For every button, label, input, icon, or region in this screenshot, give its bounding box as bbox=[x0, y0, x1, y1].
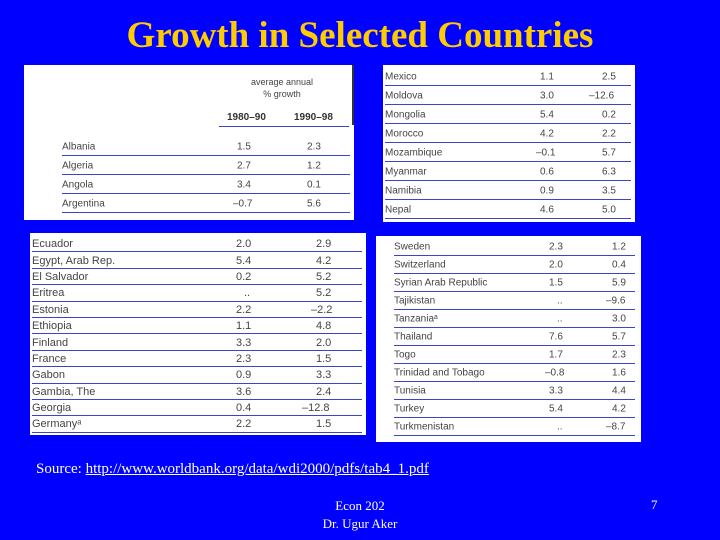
table-row bbox=[385, 67, 631, 86]
country-name: Moldova bbox=[385, 90, 423, 101]
table-row bbox=[32, 400, 362, 416]
header-col1: 1980–90 bbox=[227, 112, 266, 123]
header-line2: % growth bbox=[263, 89, 301, 99]
value-1980-90: .. bbox=[557, 295, 563, 307]
value-1980-90: 2.2 bbox=[236, 303, 252, 316]
value-1980-90: 1.1 bbox=[540, 71, 554, 82]
country-name: Eritrea bbox=[32, 287, 65, 300]
table-row bbox=[32, 236, 362, 252]
value-1990-98: –8.7 bbox=[606, 421, 626, 433]
value-1980-90: 2.0 bbox=[549, 259, 563, 271]
source-citation bbox=[36, 461, 429, 478]
table-row bbox=[62, 194, 350, 213]
value-1980-90: 0.6 bbox=[540, 166, 554, 177]
country-name: Albania bbox=[62, 141, 96, 152]
value-1980-90: .. bbox=[244, 287, 251, 300]
country-name: Switzerland bbox=[394, 259, 446, 271]
value-1990-98: 2.5 bbox=[602, 71, 616, 82]
country-name: Finland bbox=[32, 336, 69, 349]
value-1980-90: 0.9 bbox=[236, 369, 252, 382]
value-1990-98: 5.0 bbox=[602, 204, 616, 215]
table-row bbox=[385, 86, 631, 105]
table-row bbox=[62, 137, 350, 156]
slide-title: Growth in Selected Countries bbox=[126, 15, 594, 56]
country-name: Nepal bbox=[385, 204, 412, 215]
country-name: Turkey bbox=[394, 403, 425, 415]
value-1980-90: –0.7 bbox=[233, 198, 253, 209]
table-row bbox=[32, 367, 362, 383]
table-row bbox=[32, 351, 362, 367]
table-row bbox=[394, 256, 635, 274]
country-name: Angola bbox=[62, 179, 94, 190]
value-1980-90: –0.1 bbox=[536, 147, 556, 158]
country-name: Egypt, Arab Rep. bbox=[32, 254, 116, 267]
table-row bbox=[62, 156, 350, 175]
country-name: Algeria bbox=[62, 160, 94, 171]
country-name: Mongolia bbox=[385, 109, 426, 120]
country-name: Myanmar bbox=[385, 166, 427, 177]
table-row bbox=[385, 200, 631, 219]
value-1980-90: 1.7 bbox=[549, 349, 563, 361]
table-row bbox=[385, 124, 631, 143]
value-1990-98: 4.2 bbox=[612, 403, 626, 415]
header-underline bbox=[219, 126, 349, 127]
table-row bbox=[394, 346, 635, 364]
value-1980-90: 5.4 bbox=[549, 403, 563, 415]
value-1980-90: 0.2 bbox=[236, 270, 252, 283]
table-row bbox=[394, 292, 635, 310]
value-1990-98: 2.0 bbox=[316, 336, 332, 349]
value-1990-98: 4.2 bbox=[316, 254, 332, 267]
value-1990-98: –9.6 bbox=[606, 295, 626, 307]
footer-instructor: Dr. Ugur Aker bbox=[322, 516, 398, 531]
value-1990-98: 1.5 bbox=[316, 352, 332, 365]
table-row bbox=[394, 328, 635, 346]
table-row bbox=[32, 318, 362, 334]
value-1990-98: 4.8 bbox=[316, 320, 332, 333]
table-row bbox=[394, 382, 635, 400]
table-row bbox=[385, 105, 631, 124]
value-1980-90: 1.1 bbox=[236, 320, 252, 333]
header-line1: average annual bbox=[250, 77, 314, 87]
value-1990-98: 5.6 bbox=[307, 198, 321, 209]
value-1980-90: 3.4 bbox=[237, 179, 251, 190]
value-1980-90: 1.5 bbox=[237, 141, 251, 152]
value-1990-98: 5.2 bbox=[316, 270, 332, 283]
table-panel-albania-argentina bbox=[24, 65, 354, 220]
table-row bbox=[62, 175, 350, 194]
table-row bbox=[394, 400, 635, 418]
value-1980-90: 1.5 bbox=[549, 277, 563, 289]
table-row bbox=[32, 384, 362, 400]
table-row bbox=[394, 418, 635, 436]
country-name: France bbox=[32, 352, 67, 365]
table-row bbox=[32, 416, 362, 432]
value-1980-90: 5.4 bbox=[540, 109, 554, 120]
country-name: Namibia bbox=[385, 185, 422, 196]
value-1990-98: –2.2 bbox=[311, 303, 333, 316]
value-1980-90: 3.6 bbox=[236, 385, 252, 398]
country-name: Germanyᵃ bbox=[32, 418, 82, 431]
value-1980-90: 3.3 bbox=[549, 385, 563, 397]
value-1980-90: 2.0 bbox=[236, 238, 252, 251]
country-name: Sweden bbox=[394, 241, 431, 253]
value-1990-98: 2.3 bbox=[307, 141, 321, 152]
value-1980-90: 3.0 bbox=[540, 90, 554, 101]
value-1990-98: 1.6 bbox=[612, 367, 626, 379]
value-1990-98: 2.3 bbox=[612, 349, 626, 361]
value-1990-98: 2.2 bbox=[602, 128, 616, 139]
value-1990-98: 0.2 bbox=[602, 109, 616, 120]
country-name: Syrian Arab Republic bbox=[394, 277, 488, 289]
value-1990-98: 1.2 bbox=[307, 160, 321, 171]
country-name: Argentina bbox=[62, 198, 105, 209]
column-divider bbox=[346, 65, 354, 125]
value-1980-90: 5.4 bbox=[236, 254, 252, 267]
country-name: Turkmenistan bbox=[394, 421, 455, 433]
value-1990-98: 6.3 bbox=[602, 166, 616, 177]
table-panel-sweden-turkmenistan bbox=[376, 236, 641, 442]
table-row bbox=[394, 274, 635, 292]
value-1990-98: 1.5 bbox=[316, 418, 332, 431]
table-row bbox=[32, 252, 362, 268]
value-1980-90: 2.7 bbox=[237, 160, 251, 171]
table-row bbox=[385, 162, 631, 181]
country-name: El Salvador bbox=[32, 270, 89, 283]
value-1990-98: 3.3 bbox=[316, 369, 332, 382]
country-name: Mozambique bbox=[385, 147, 443, 158]
country-name: Tanzaniaᵃ bbox=[394, 313, 438, 325]
value-1980-90: 0.4 bbox=[236, 402, 252, 415]
country-name: Gambia, The bbox=[32, 385, 96, 398]
country-name: Mexico bbox=[385, 71, 417, 82]
table-row bbox=[32, 334, 362, 350]
value-1990-98: 2.4 bbox=[316, 385, 332, 398]
country-name: Trinidad and Tobago bbox=[394, 367, 485, 379]
country-name: Ethiopia bbox=[32, 320, 72, 333]
value-1990-98: 5.9 bbox=[612, 277, 626, 289]
value-1990-98: –12.6 bbox=[589, 90, 615, 101]
table-row bbox=[32, 302, 362, 318]
value-1980-90: 2.3 bbox=[549, 241, 563, 253]
value-1990-98: 5.2 bbox=[316, 287, 332, 300]
value-1990-98: 3.0 bbox=[612, 313, 626, 325]
table-row bbox=[394, 364, 635, 382]
source-link[interactable]: http://www.worldbank.org/data/wdi2000/pdfs/tab4_1.pdf bbox=[85, 461, 429, 477]
value-1990-98: 5.7 bbox=[602, 147, 616, 158]
country-name: Togo bbox=[394, 349, 416, 361]
value-1980-90: .. bbox=[557, 313, 563, 325]
footer-course: Econ 202 bbox=[335, 498, 385, 513]
value-1990-98: 0.4 bbox=[612, 259, 626, 271]
country-name: Tunisia bbox=[394, 385, 426, 397]
table-row bbox=[394, 310, 635, 328]
table-row bbox=[385, 143, 631, 162]
value-1980-90: 0.9 bbox=[540, 185, 554, 196]
table-row bbox=[32, 269, 362, 285]
table-row bbox=[32, 285, 362, 301]
country-name: Morocco bbox=[385, 128, 424, 139]
country-name: Estonia bbox=[32, 303, 69, 316]
value-1990-98: –12.8 bbox=[302, 402, 330, 415]
table-panel-ecuador-germany bbox=[30, 233, 366, 435]
value-1990-98: 4.4 bbox=[612, 385, 626, 397]
value-1980-90: 3.3 bbox=[236, 336, 252, 349]
country-name: Gabon bbox=[32, 369, 66, 382]
value-1980-90: 7.6 bbox=[549, 331, 563, 343]
country-name: Georgia bbox=[32, 402, 72, 415]
value-1980-90: 2.3 bbox=[236, 352, 252, 365]
value-1990-98: 0.1 bbox=[307, 179, 321, 190]
value-1980-90: 4.6 bbox=[540, 204, 554, 215]
value-1980-90: –0.8 bbox=[545, 367, 565, 379]
footer bbox=[0, 497, 720, 533]
page-number: 7 bbox=[651, 497, 658, 512]
country-name: Tajikistan bbox=[394, 295, 436, 307]
value-1990-98: 2.9 bbox=[316, 238, 332, 251]
header-col2: 1990–98 bbox=[294, 112, 333, 123]
value-1980-90: 4.2 bbox=[540, 128, 554, 139]
table-panel-mexico-nepal bbox=[383, 65, 635, 222]
value-1990-98: 5.7 bbox=[612, 331, 626, 343]
value-1990-98: 3.5 bbox=[602, 185, 616, 196]
table-row bbox=[385, 181, 631, 200]
country-name: Ecuador bbox=[32, 238, 73, 251]
country-name: Thailand bbox=[394, 331, 433, 343]
value-1980-90: 2.2 bbox=[236, 418, 252, 431]
value-1980-90: .. bbox=[557, 421, 563, 433]
table-row bbox=[394, 238, 635, 256]
source-label: Source: bbox=[36, 461, 82, 477]
value-1990-98: 1.2 bbox=[612, 241, 626, 253]
